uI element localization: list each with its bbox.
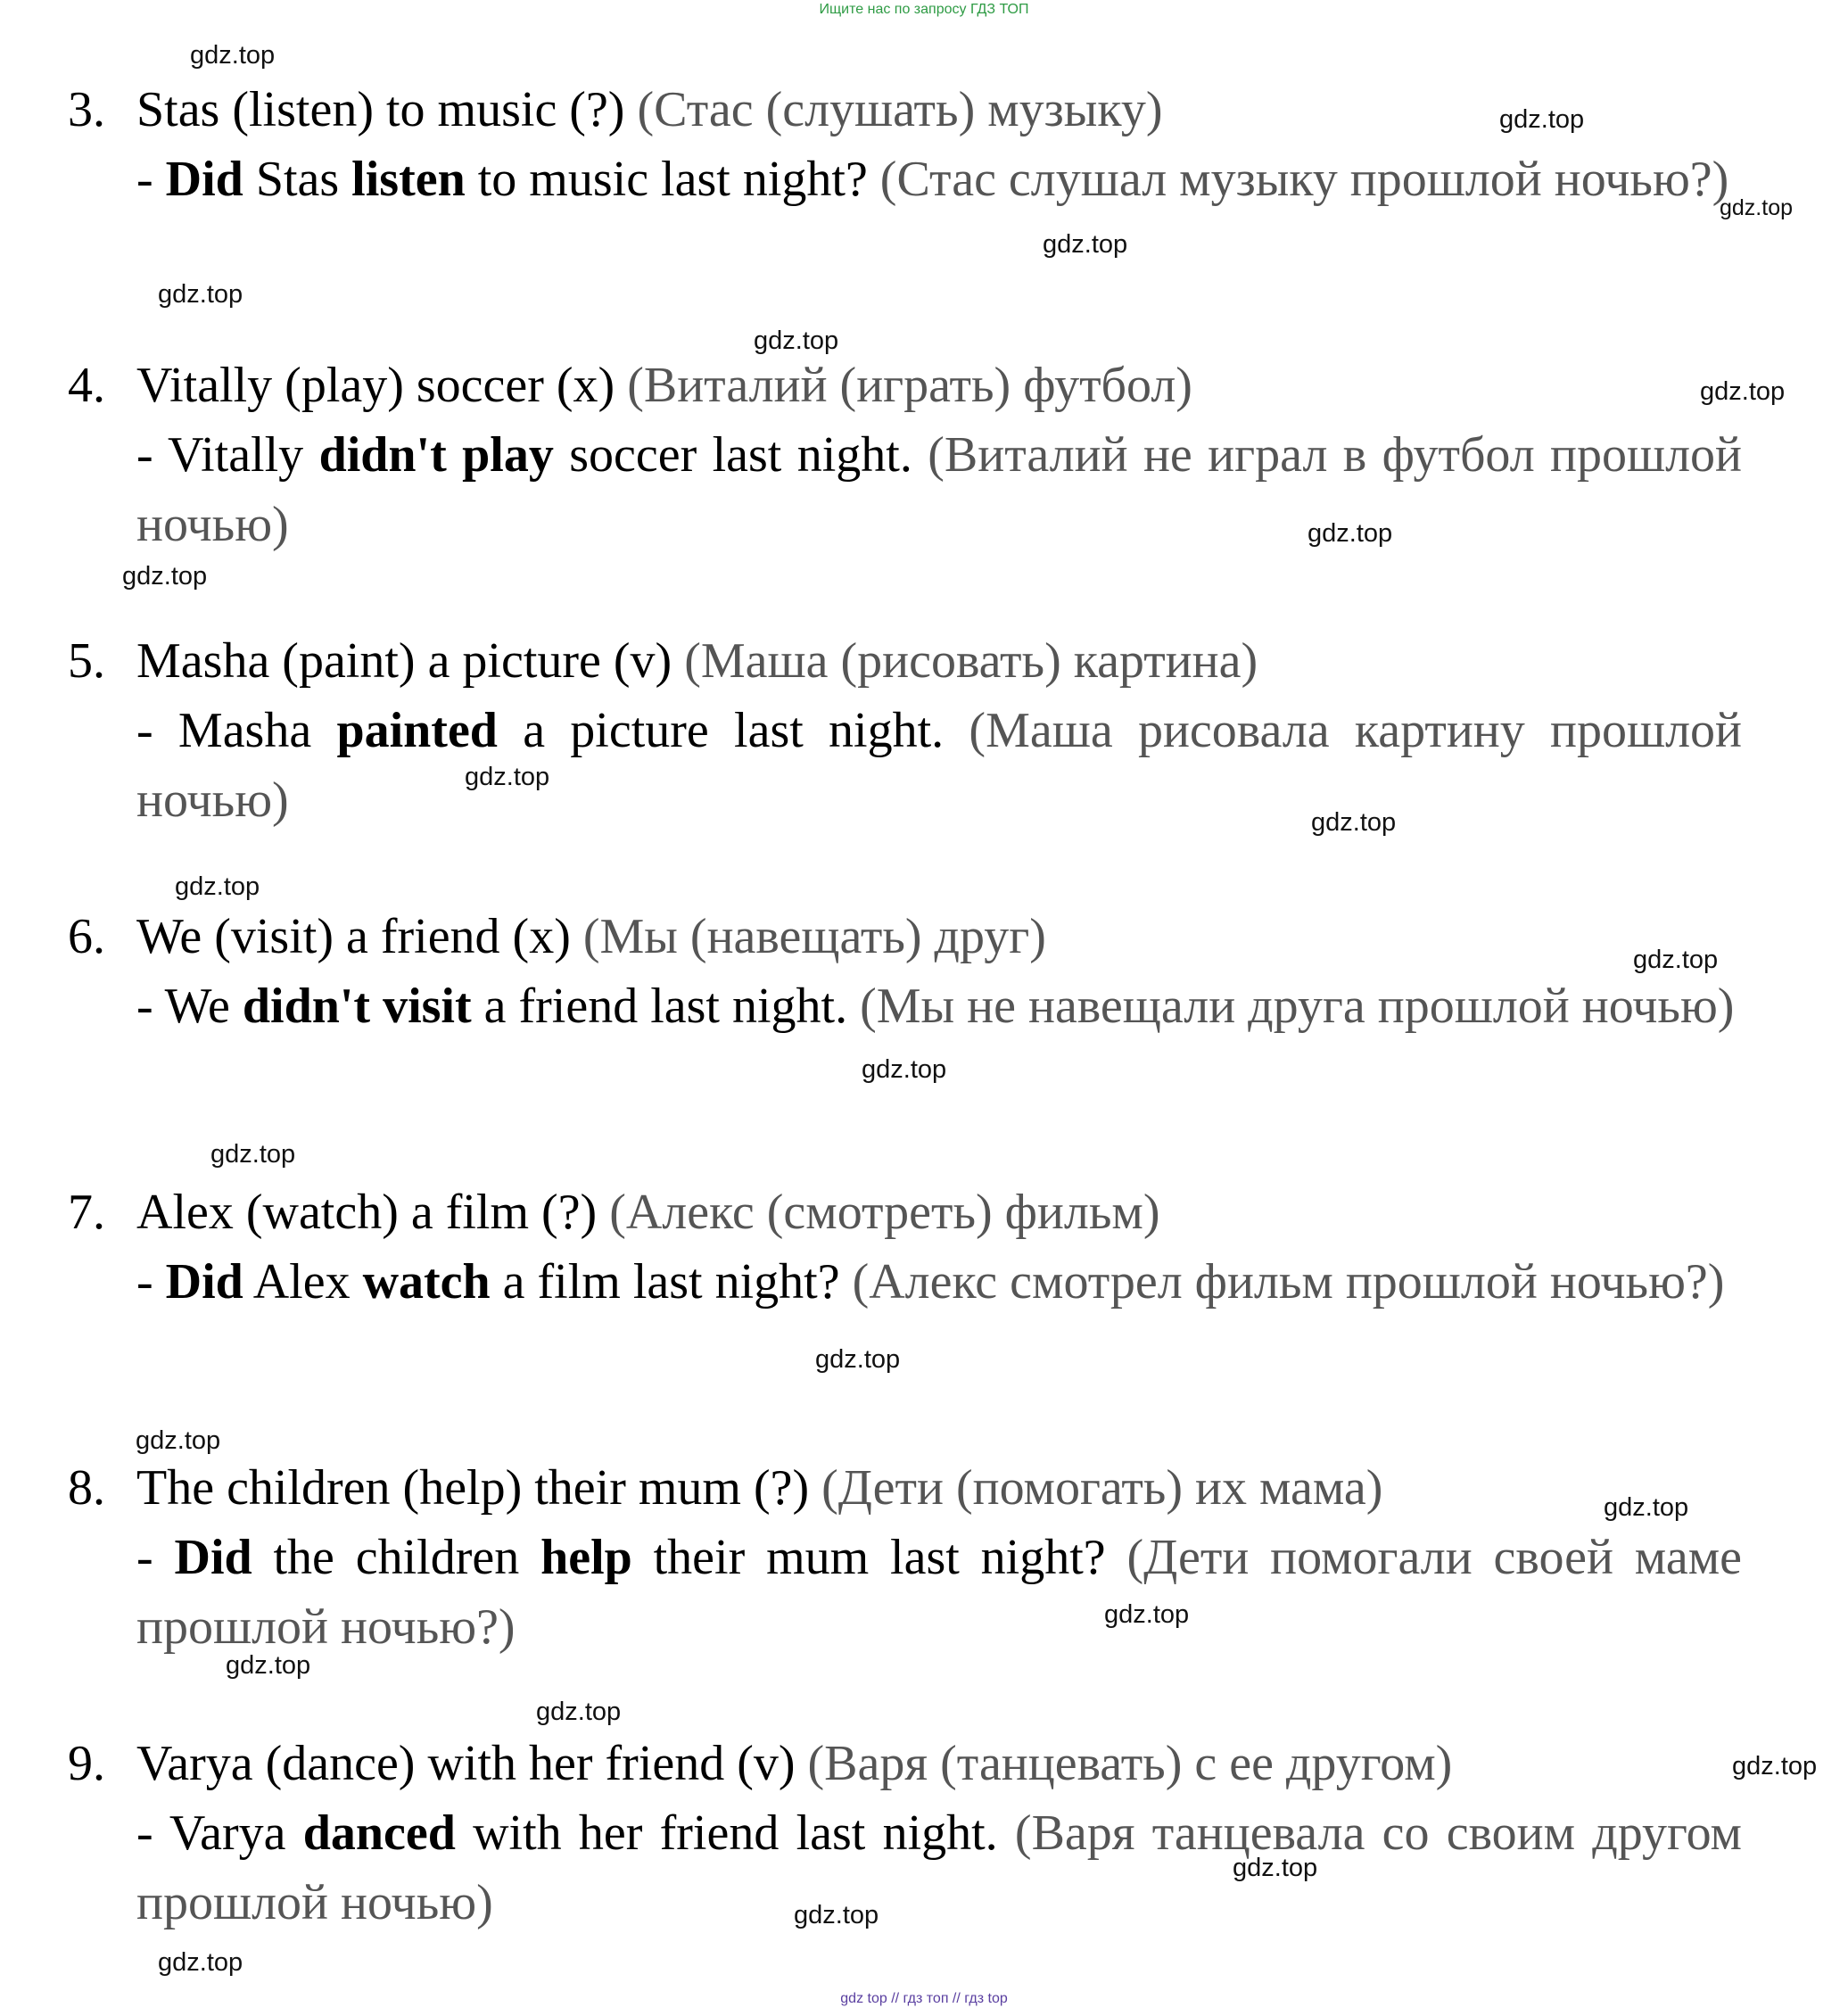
watermark: gdz.top	[1104, 1600, 1190, 1629]
watermark: gdz.top	[1720, 195, 1794, 220]
answer-text: to music last night?	[465, 152, 880, 207]
answer-auxiliary: Did	[174, 1530, 252, 1585]
watermark: gdz.top	[1499, 105, 1585, 134]
answer-text: a picture last night.	[497, 703, 969, 758]
answer-translation: (Дети помогали своей маме прошлой ночью?)	[136, 1530, 1743, 1655]
answer-text: a film last night?	[490, 1254, 853, 1310]
answer-verb: listen	[351, 152, 466, 207]
prompt-translation: (Виталий (играть) футбол)	[627, 358, 1192, 413]
watermark: gdz.top	[536, 1698, 622, 1726]
item-answer	[136, 145, 1742, 214]
answer-translation: (Стас слушал музыку прошлой ночью?)	[879, 152, 1729, 207]
watermark: gdz.top	[210, 1140, 296, 1169]
item-number: 4.	[68, 358, 105, 413]
prompt-translation: (Стас (слушать) музыку)	[637, 82, 1163, 137]
prompt-text: Masha (paint) a picture (v)	[136, 633, 672, 689]
prompt-text: Alex (watch) a film (?)	[136, 1185, 598, 1240]
watermark: gdz.top	[1043, 230, 1128, 259]
answer-verb: painted	[336, 703, 498, 758]
item-prompt	[68, 351, 1745, 420]
watermark: gdz.top	[226, 1651, 311, 1680]
watermark: gdz.top	[158, 280, 243, 309]
answer-text: - We	[136, 979, 243, 1034]
watermark: gdz.top	[158, 1948, 243, 1977]
exercise-item-3	[68, 75, 1745, 214]
exercise-item-8	[68, 1453, 1745, 1662]
watermark: gdz.top	[136, 1426, 221, 1455]
answer-text: Alex	[243, 1254, 363, 1310]
answer-text: - Masha	[136, 703, 337, 758]
watermark: gdz.top	[1604, 1493, 1689, 1522]
answer-auxiliary: Did	[165, 1254, 243, 1310]
item-prompt	[68, 1177, 1745, 1247]
item-answer	[136, 696, 1742, 835]
item-answer	[136, 1798, 1742, 1938]
answer-text: -	[136, 152, 166, 207]
prompt-text: Varya (dance) with her friend (v)	[136, 1736, 796, 1791]
item-answer	[136, 971, 1742, 1041]
watermark: gdz.top	[1732, 1752, 1818, 1781]
prompt-text: The children (help) their mum (?)	[136, 1460, 810, 1516]
item-prompt	[68, 626, 1745, 696]
answer-translation: (Мы не навещали друга прошлой ночью)	[860, 979, 1735, 1034]
item-number: 8.	[68, 1460, 105, 1516]
footer-links: gdz top // гдз топ // гдз top	[840, 1991, 1008, 2006]
watermark: gdz.top	[794, 1901, 879, 1929]
answer-verb: danced	[302, 1805, 456, 1861]
answer-auxiliary: didn't	[242, 979, 371, 1034]
prompt-translation: (Алекс (смотреть) фильм)	[609, 1185, 1160, 1240]
answer-text: - Varya	[136, 1805, 303, 1861]
answer-text: their mum last night?	[631, 1530, 1127, 1585]
answer-text: -	[136, 1254, 166, 1310]
item-number: 5.	[68, 633, 105, 689]
answer-text	[447, 427, 462, 483]
item-prompt	[68, 1729, 1745, 1798]
answer-verb: help	[540, 1530, 632, 1585]
watermark: gdz.top	[1311, 808, 1397, 837]
watermark: gdz.top	[862, 1055, 947, 1084]
exercise-item-7	[68, 1177, 1745, 1317]
answer-translation: (Алекс смотрел фильм прошлой ночью?)	[852, 1254, 1725, 1310]
prompt-translation: (Маша (рисовать) картина)	[684, 633, 1258, 689]
exercise-item-9	[68, 1729, 1745, 1938]
answer-auxiliary: Did	[165, 152, 243, 207]
answer-translation: (Виталий не играл в футбол прошлой ночью)	[136, 427, 1743, 552]
answer-text: Stas	[243, 152, 352, 207]
watermark: gdz.top	[175, 872, 260, 901]
search-banner: Ищите нас по запросу ГДЗ ТОП	[819, 2, 1029, 17]
prompt-translation: (Варя (танцевать) с ее другом)	[807, 1736, 1453, 1791]
answer-verb: visit	[383, 979, 472, 1034]
exercise-item-5	[68, 626, 1745, 835]
watermark: gdz.top	[815, 1345, 901, 1374]
item-prompt	[68, 902, 1745, 971]
watermark: gdz.top	[122, 562, 208, 591]
answer-text: -	[136, 1530, 175, 1585]
item-number: 3.	[68, 82, 105, 137]
prompt-text: Stas (listen) to music (?)	[136, 82, 625, 137]
item-prompt	[68, 1453, 1745, 1523]
watermark: gdz.top	[1633, 946, 1719, 974]
item-answer	[136, 1523, 1742, 1662]
answer-text	[370, 979, 383, 1034]
prompt-translation: (Мы (навещать) друг)	[582, 909, 1046, 964]
watermark: gdz.top	[1700, 377, 1786, 406]
answer-text: with her friend last night.	[455, 1805, 1015, 1861]
prompt-text: Vitally (play) soccer (x)	[136, 358, 615, 413]
item-answer	[136, 420, 1742, 559]
item-number: 6.	[68, 909, 105, 964]
watermark: gdz.top	[465, 763, 550, 791]
answer-text: soccer last night.	[553, 427, 928, 483]
answer-text: - Vitally	[136, 427, 319, 483]
answer-verb: watch	[362, 1254, 491, 1310]
item-number: 9.	[68, 1736, 105, 1791]
answer-translation: (Варя танцевала со своим другом прошлой ночью)	[136, 1805, 1742, 1930]
exercise-item-4	[68, 351, 1745, 559]
watermark: gdz.top	[1308, 519, 1393, 548]
answer-text: a friend last night.	[471, 979, 861, 1034]
prompt-translation: (Дети (помогать) их мама)	[821, 1460, 1383, 1516]
watermark: gdz.top	[190, 41, 276, 70]
answer-verb: play	[462, 427, 554, 483]
answer-translation: (Маша рисовала картину прошлой ночью)	[136, 703, 1743, 828]
exercise-item-6	[68, 902, 1745, 1041]
item-prompt	[68, 75, 1745, 145]
answer-text: the children	[252, 1530, 541, 1585]
watermark: gdz.top	[1233, 1854, 1318, 1882]
item-answer	[136, 1247, 1742, 1317]
answer-auxiliary: didn't	[318, 427, 447, 483]
watermark: gdz.top	[754, 326, 839, 355]
item-number: 7.	[68, 1185, 105, 1240]
prompt-text: We (visit) a friend (x)	[136, 909, 571, 964]
